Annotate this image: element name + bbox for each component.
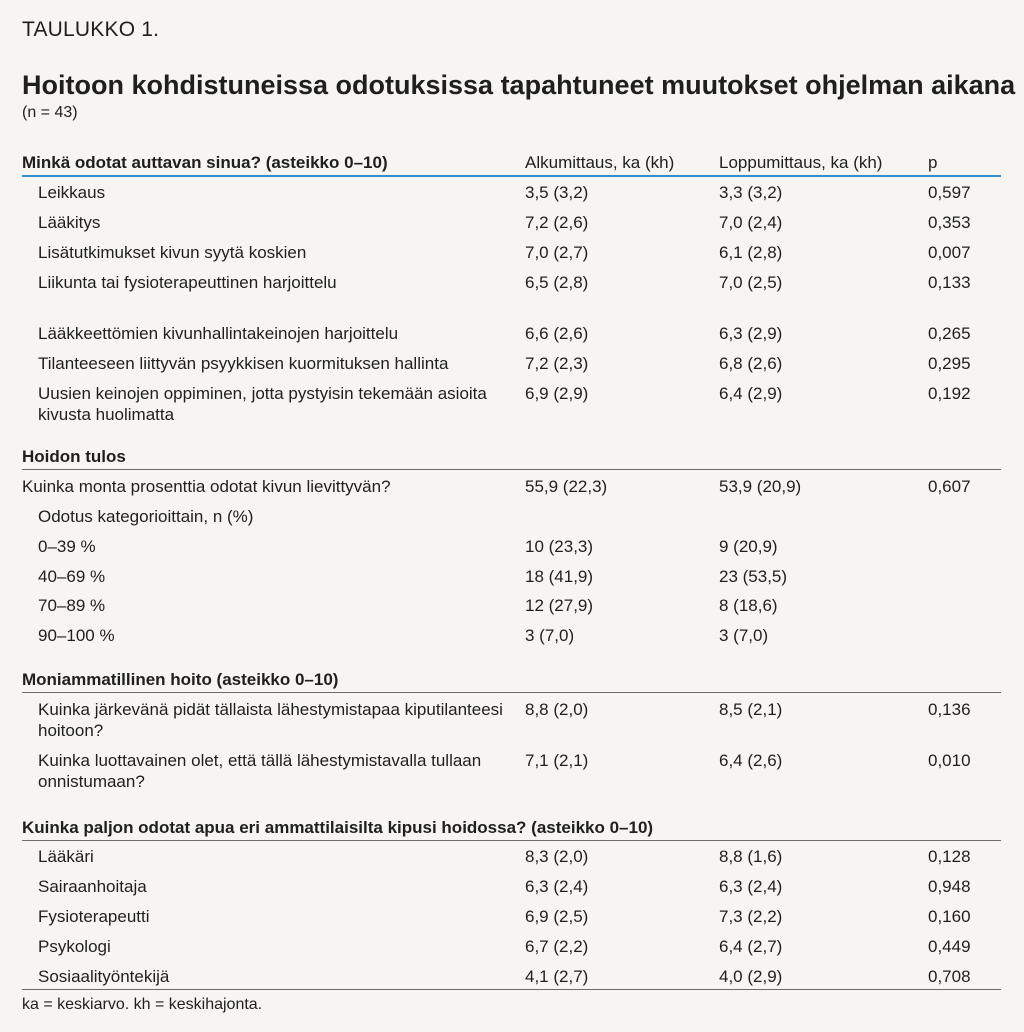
cell-end: 4,0 (2,9) bbox=[719, 967, 783, 986]
row-label: 40–69 % bbox=[38, 567, 106, 586]
cell-start: 10 (23,3) bbox=[525, 537, 594, 556]
cell-end: 6,4 (2,6) bbox=[719, 751, 783, 770]
row-label: Uusien keinojen oppiminen, jotta pystyisin tekemään asioita kivusta huolimatta bbox=[38, 384, 487, 424]
row-label: Sairaanhoitaja bbox=[38, 877, 147, 896]
divider bbox=[22, 840, 1001, 841]
section-heading: Kuinka paljon odotat apua eri ammattilaisilta kipusi hoidossa? (asteikko 0–10) bbox=[22, 818, 654, 837]
cell-p: 0,265 bbox=[928, 324, 971, 343]
row-label: 0–39 % bbox=[38, 537, 96, 556]
cell-p: 0,128 bbox=[928, 847, 971, 866]
cell-start: 8,8 (2,0) bbox=[525, 700, 589, 719]
cell-end: 6,8 (2,6) bbox=[719, 354, 783, 373]
cell-p: 0,449 bbox=[928, 937, 971, 956]
column-header-start: Alkumittaus, ka (kh) bbox=[525, 153, 675, 172]
cell-p: 0,136 bbox=[928, 700, 971, 719]
cell-start: 6,9 (2,5) bbox=[525, 907, 589, 926]
cell-start: 6,5 (2,8) bbox=[525, 273, 589, 292]
cell-start: 3 (7,0) bbox=[525, 626, 575, 645]
cell-start: 18 (41,9) bbox=[525, 567, 594, 586]
cell-start: 4,1 (2,7) bbox=[525, 967, 589, 986]
cell-p: 0,948 bbox=[928, 877, 971, 896]
cell-end: 7,0 (2,4) bbox=[719, 213, 783, 232]
cell-p: 0,597 bbox=[928, 183, 971, 202]
cell-end: 9 (20,9) bbox=[719, 537, 778, 556]
cell-start: 6,9 (2,9) bbox=[525, 384, 589, 403]
row-label: Kuinka luottavainen olet, että tällä lähestymistavalla tullaan onnistumaan? bbox=[38, 751, 482, 791]
sample-size: (n = 43) bbox=[22, 104, 78, 121]
cell-p: 0,007 bbox=[928, 243, 971, 262]
cell-start: 6,6 (2,6) bbox=[525, 324, 589, 343]
row-label: 70–89 % bbox=[38, 596, 106, 615]
cell-end: 8,5 (2,1) bbox=[719, 700, 783, 719]
row-label: Fysioterapeutti bbox=[38, 907, 150, 926]
section-heading: Hoidon tulos bbox=[22, 447, 126, 466]
row-label: Kuinka monta prosenttia odotat kivun lievittyvän? bbox=[22, 477, 391, 496]
row-label: Lääkkeettömien kivunhallintakeinojen harjoittelu bbox=[38, 324, 399, 343]
cell-p: 0,160 bbox=[928, 907, 971, 926]
cell-start: 7,0 (2,7) bbox=[525, 243, 589, 262]
cell-end: 3 (7,0) bbox=[719, 626, 769, 645]
cell-end: 7,0 (2,5) bbox=[719, 273, 783, 292]
row-label: Odotus kategorioittain, n (%) bbox=[38, 507, 254, 526]
section-heading: Minkä odotat auttavan sinua? (asteikko 0–10) bbox=[22, 153, 388, 172]
cell-p: 0,295 bbox=[928, 354, 971, 373]
cell-start: 6,3 (2,4) bbox=[525, 877, 589, 896]
cell-end: 3,3 (3,2) bbox=[719, 183, 783, 202]
cell-end: 23 (53,5) bbox=[719, 567, 788, 586]
cell-end: 6,4 (2,7) bbox=[719, 937, 783, 956]
cell-end: 8,8 (1,6) bbox=[719, 847, 783, 866]
cell-end: 53,9 (20,9) bbox=[719, 477, 802, 496]
cell-end: 7,3 (2,2) bbox=[719, 907, 783, 926]
divider bbox=[22, 692, 1001, 693]
column-header-end: Loppumittaus, ka (kh) bbox=[719, 153, 883, 172]
cell-p: 0,708 bbox=[928, 967, 971, 986]
row-label: Psykologi bbox=[38, 937, 111, 956]
cell-start: 3,5 (3,2) bbox=[525, 183, 589, 202]
row-label: 90–100 % bbox=[38, 626, 115, 645]
cell-p: 0,133 bbox=[928, 273, 971, 292]
row-label: Lisätutkimukset kivun syytä koskien bbox=[38, 243, 307, 262]
cell-end: 6,3 (2,9) bbox=[719, 324, 783, 343]
row-label: Sosiaalityöntekijä bbox=[38, 967, 170, 986]
page-title: Hoitoon kohdistuneissa odotuksissa tapahtuneet muutokset ohjelman aikana bbox=[22, 70, 1016, 100]
cell-end: 6,1 (2,8) bbox=[719, 243, 783, 262]
row-label: Lääkäri bbox=[38, 847, 94, 866]
section-heading: Moniammatillinen hoito (asteikko 0–10) bbox=[22, 670, 339, 689]
cell-start: 7,1 (2,1) bbox=[525, 751, 589, 770]
cell-end: 6,3 (2,4) bbox=[719, 877, 783, 896]
divider bbox=[22, 175, 1001, 177]
row-label: Kuinka järkevänä pidät tällaista lähestymistapaa kiputilanteesi hoitoon? bbox=[38, 700, 503, 740]
cell-p: 0,192 bbox=[928, 384, 971, 403]
cell-start: 55,9 (22,3) bbox=[525, 477, 608, 496]
column-header-p: p bbox=[928, 153, 938, 172]
cell-start: 12 (27,9) bbox=[525, 596, 594, 615]
cell-p: 0,353 bbox=[928, 213, 971, 232]
cell-start: 6,7 (2,2) bbox=[525, 937, 589, 956]
divider bbox=[22, 989, 1001, 990]
cell-p: 0,607 bbox=[928, 477, 971, 496]
footnote: ka = keskiarvo. kh = keskihajonta. bbox=[22, 996, 263, 1013]
row-label: Liikunta tai fysioterapeuttinen harjoittelu bbox=[38, 273, 337, 292]
cell-end: 6,4 (2,9) bbox=[719, 384, 783, 403]
cell-p: 0,010 bbox=[928, 751, 971, 770]
cell-start: 7,2 (2,3) bbox=[525, 354, 589, 373]
cell-end: 8 (18,6) bbox=[719, 596, 778, 615]
row-label: Lääkitys bbox=[38, 213, 101, 232]
row-label: Leikkaus bbox=[38, 183, 106, 202]
cell-start: 8,3 (2,0) bbox=[525, 847, 589, 866]
table-number: TAULUKKO 1. bbox=[22, 18, 160, 41]
divider bbox=[22, 469, 1001, 470]
row-label: Tilanteeseen liittyvän psyykkisen kuormituksen hallinta bbox=[38, 354, 449, 373]
cell-start: 7,2 (2,6) bbox=[525, 213, 589, 232]
